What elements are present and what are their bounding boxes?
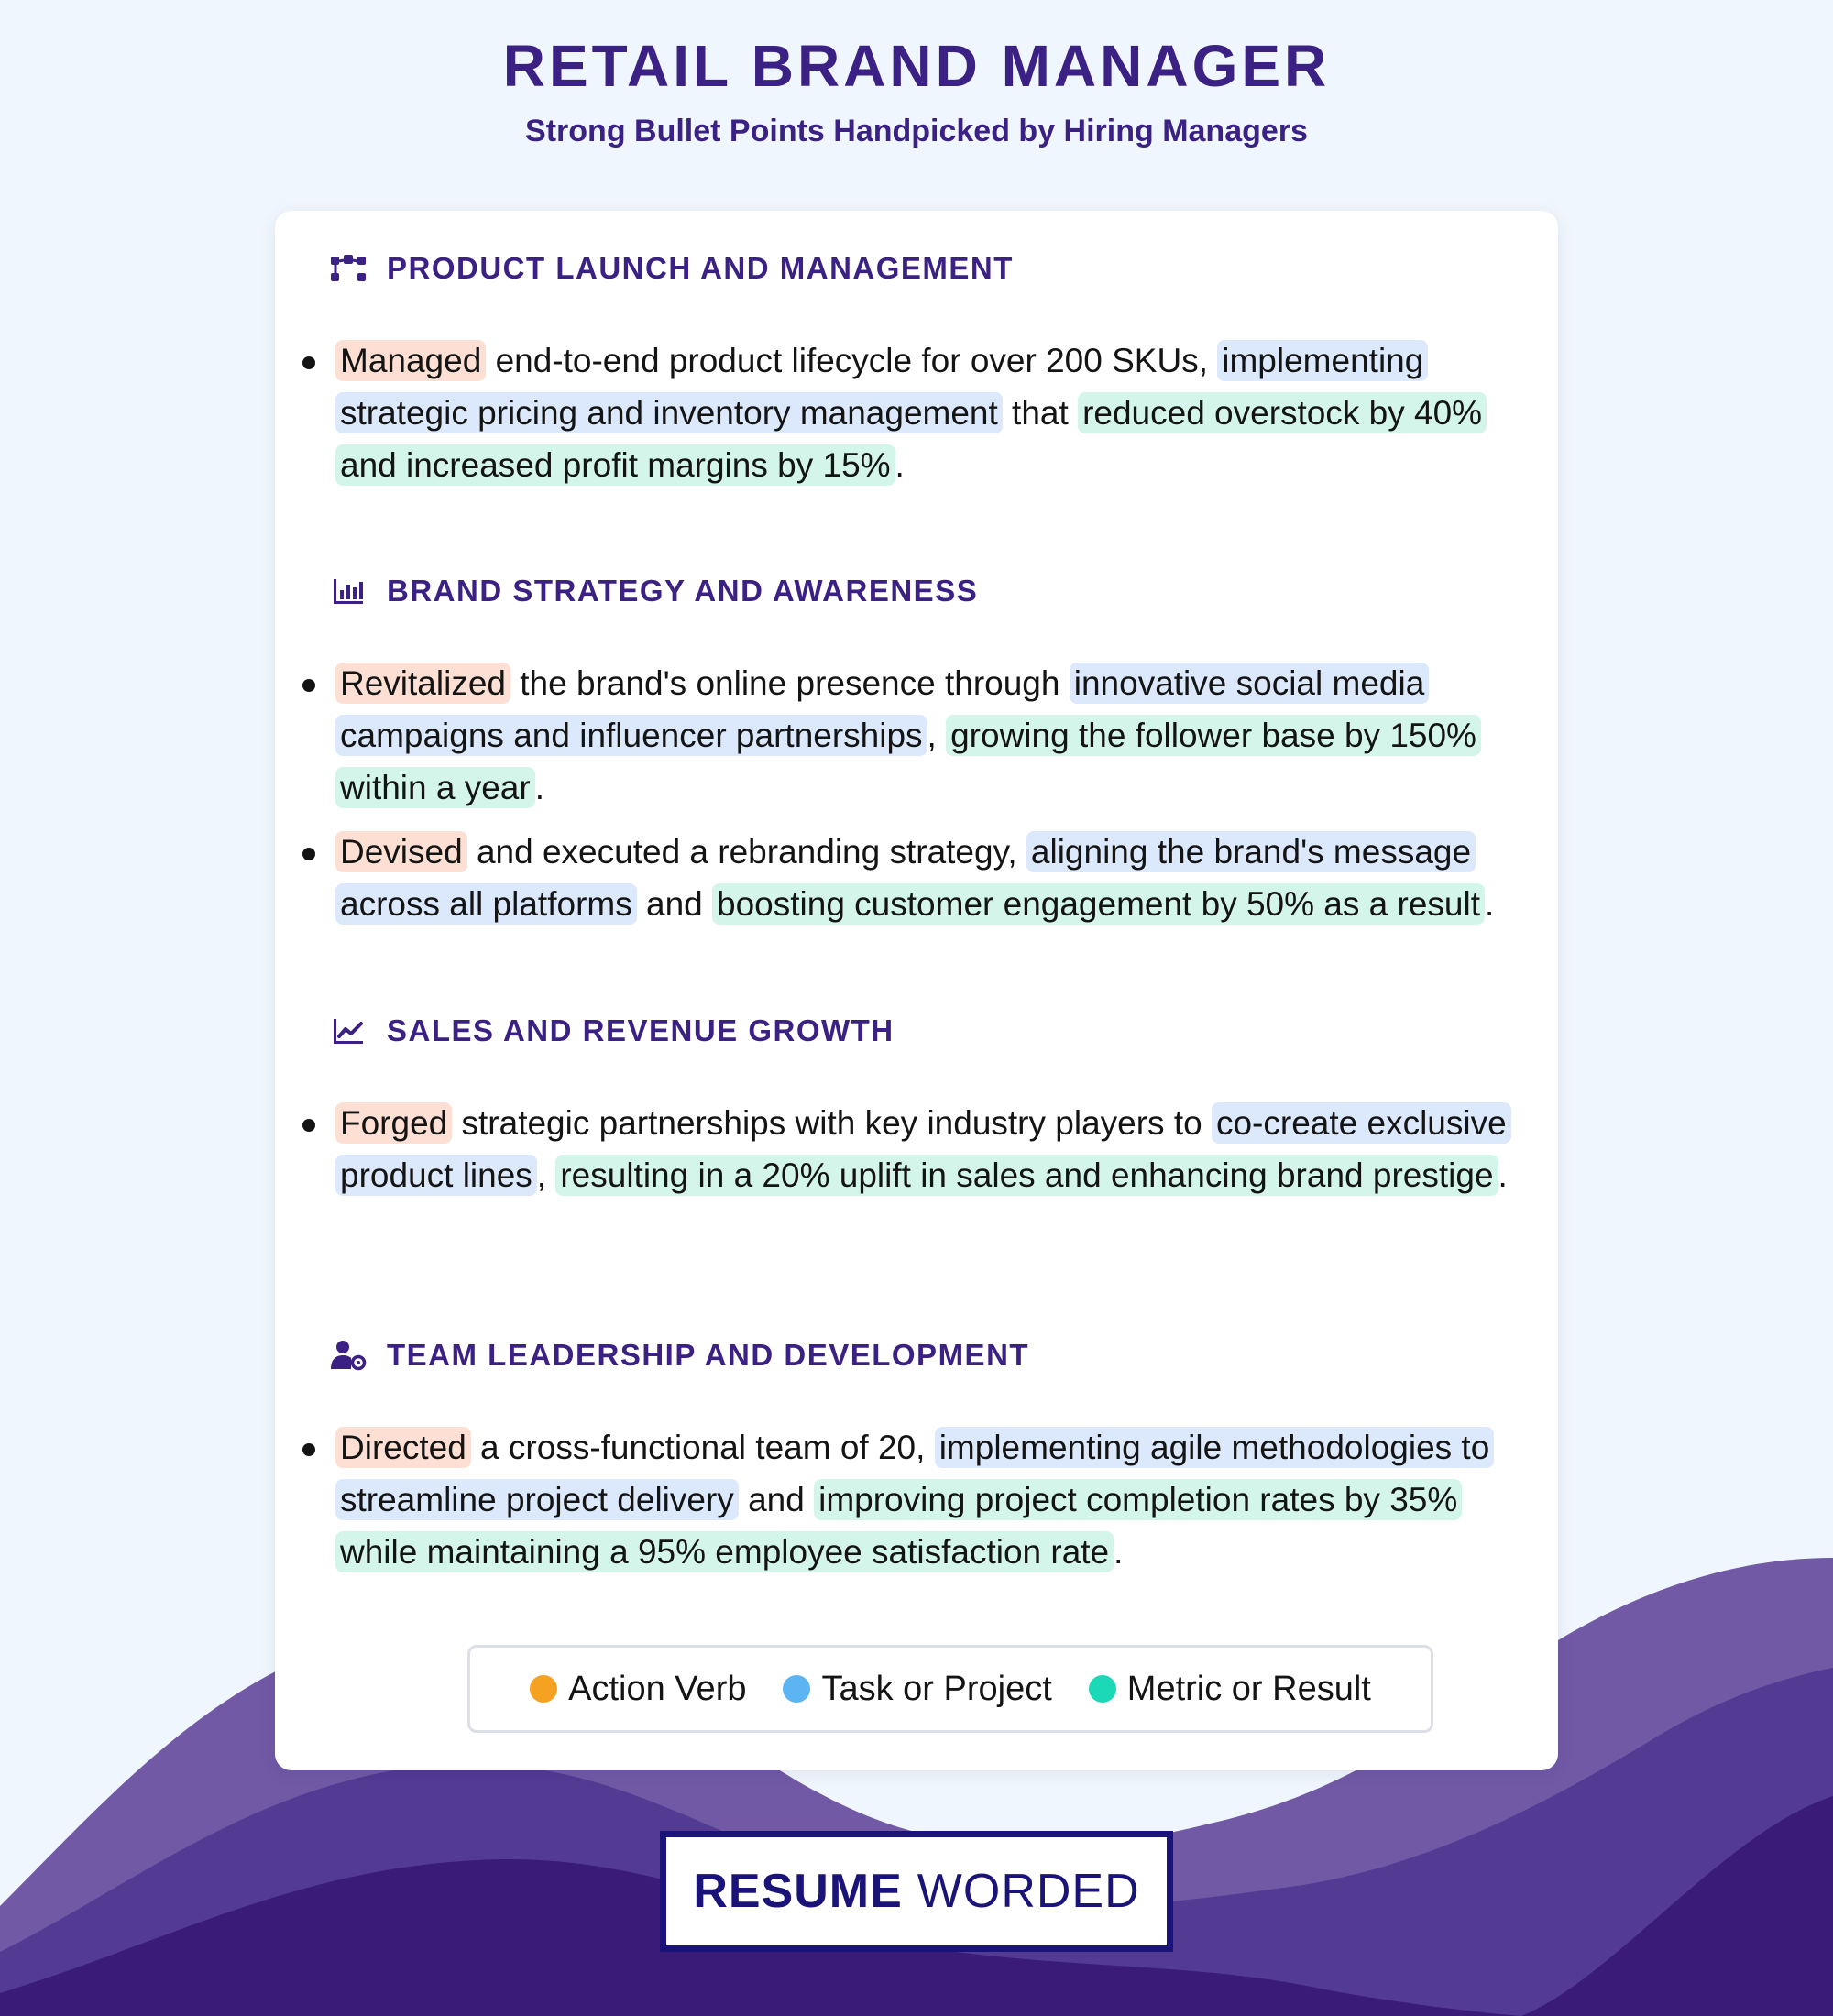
bullet-list (302, 334, 1540, 503)
section-heading (330, 1337, 1029, 1374)
bullet-list (302, 657, 1540, 942)
action-verb-highlight: Directed (335, 1427, 471, 1468)
action-verb-highlight: Devised (335, 831, 467, 872)
legend-task-or-project (783, 1670, 1051, 1709)
task-highlight: implementing strategic pricing and inventory management (335, 340, 1428, 433)
legend-label: Task or Project (821, 1669, 1052, 1708)
bullet-dot (302, 1443, 315, 1456)
bullet-text: , (536, 1156, 556, 1194)
section-heading (330, 573, 978, 609)
action-verb-highlight: Forged (335, 1102, 452, 1144)
bullet-dot (302, 1119, 315, 1132)
bullet-text: that (1002, 394, 1079, 432)
metric-highlight: boosting customer engagement by 50% as a result (712, 883, 1485, 925)
section-title: PRODUCT LAUNCH AND MANAGEMENT (387, 251, 1014, 285)
nodes-icon (330, 250, 367, 287)
bullet-point (302, 657, 1540, 814)
bullet-text: strategic partnerships with key industry players to (452, 1104, 1212, 1142)
section-title: BRAND STRATEGY AND AWARENESS (387, 574, 979, 608)
metric-highlight: improving project completion rates by 35% while maintaining a 95% employee satisfaction rate (335, 1479, 1462, 1572)
task-swatch (783, 1675, 810, 1703)
bullet-list (302, 1421, 1540, 1590)
bullet-dot (302, 848, 315, 860)
bullet-text: the brand's online presence through (510, 664, 1070, 702)
metric-highlight: growing the follower base by 150% within a year (335, 715, 1481, 808)
metric-swatch (1089, 1675, 1116, 1703)
bullet-dot (302, 356, 315, 369)
bullet-text: . (1485, 885, 1495, 923)
legend-label: Metric or Result (1126, 1669, 1371, 1708)
section-title: SALES AND REVENUE GROWTH (387, 1013, 895, 1047)
bullet-point (302, 1097, 1540, 1201)
metric-highlight: reduced overstock by 40% and increased profit margins by 15% (335, 392, 1487, 486)
bullet-text: . (1498, 1156, 1508, 1194)
bullet-text: and (636, 885, 713, 923)
section-heading (330, 1013, 895, 1049)
task-highlight: innovative social media campaigns and influencer partnerships (335, 663, 1429, 756)
bullet-point (302, 826, 1540, 930)
bullet-text: . (534, 769, 544, 806)
bullet-points-card (275, 211, 1558, 1770)
bullet-text: and executed a rebranding strategy, (466, 833, 1026, 871)
bullet-text: a cross-functional team of 20, (470, 1429, 935, 1466)
action-verb-highlight: Managed (335, 340, 486, 381)
task-highlight: aligning the brand's message across all platforms (335, 831, 1476, 925)
highlight-legend (467, 1645, 1433, 1733)
page-subtitle: Strong Bullet Points Handpicked by Hiring Managers (525, 114, 1308, 148)
task-highlight: implementing agile methodologies to streamline project delivery (335, 1427, 1494, 1520)
bullet-text: , (927, 717, 947, 754)
page-title: RETAIL BRAND MANAGER (502, 33, 1331, 99)
metric-highlight: resulting in a 20% uplift in sales and enhancing brand prestige (555, 1155, 1498, 1196)
task-highlight: co-create exclusive product lines (335, 1102, 1511, 1196)
resume-worded-logo[interactable] (660, 1831, 1173, 1952)
legend-metric-or-result (1089, 1670, 1371, 1709)
bullet-text: . (895, 446, 905, 484)
bullet-list (302, 1097, 1540, 1213)
action-verb-swatch (530, 1675, 557, 1703)
user-gear-icon (330, 1337, 367, 1374)
bullet-point (302, 1421, 1540, 1578)
section-heading (330, 250, 1014, 287)
bullet-dot (302, 679, 315, 692)
logo-strong-text: RESUME (693, 1865, 903, 1918)
legend-action-verb (530, 1670, 746, 1709)
bullet-point (302, 334, 1540, 491)
bullet-text: . (1114, 1533, 1124, 1571)
logo-light-text: WORDED (916, 1865, 1140, 1918)
bar-chart-icon (330, 573, 367, 609)
legend-label: Action Verb (568, 1669, 747, 1708)
bullet-text: and (738, 1481, 815, 1518)
page-header (0, 27, 1833, 154)
line-chart-icon (330, 1013, 367, 1049)
action-verb-highlight: Revitalized (335, 663, 510, 704)
bullet-text: end-to-end product lifecycle for over 200 SKUs, (486, 342, 1218, 379)
section-title: TEAM LEADERSHIP AND DEVELOPMENT (387, 1338, 1030, 1372)
